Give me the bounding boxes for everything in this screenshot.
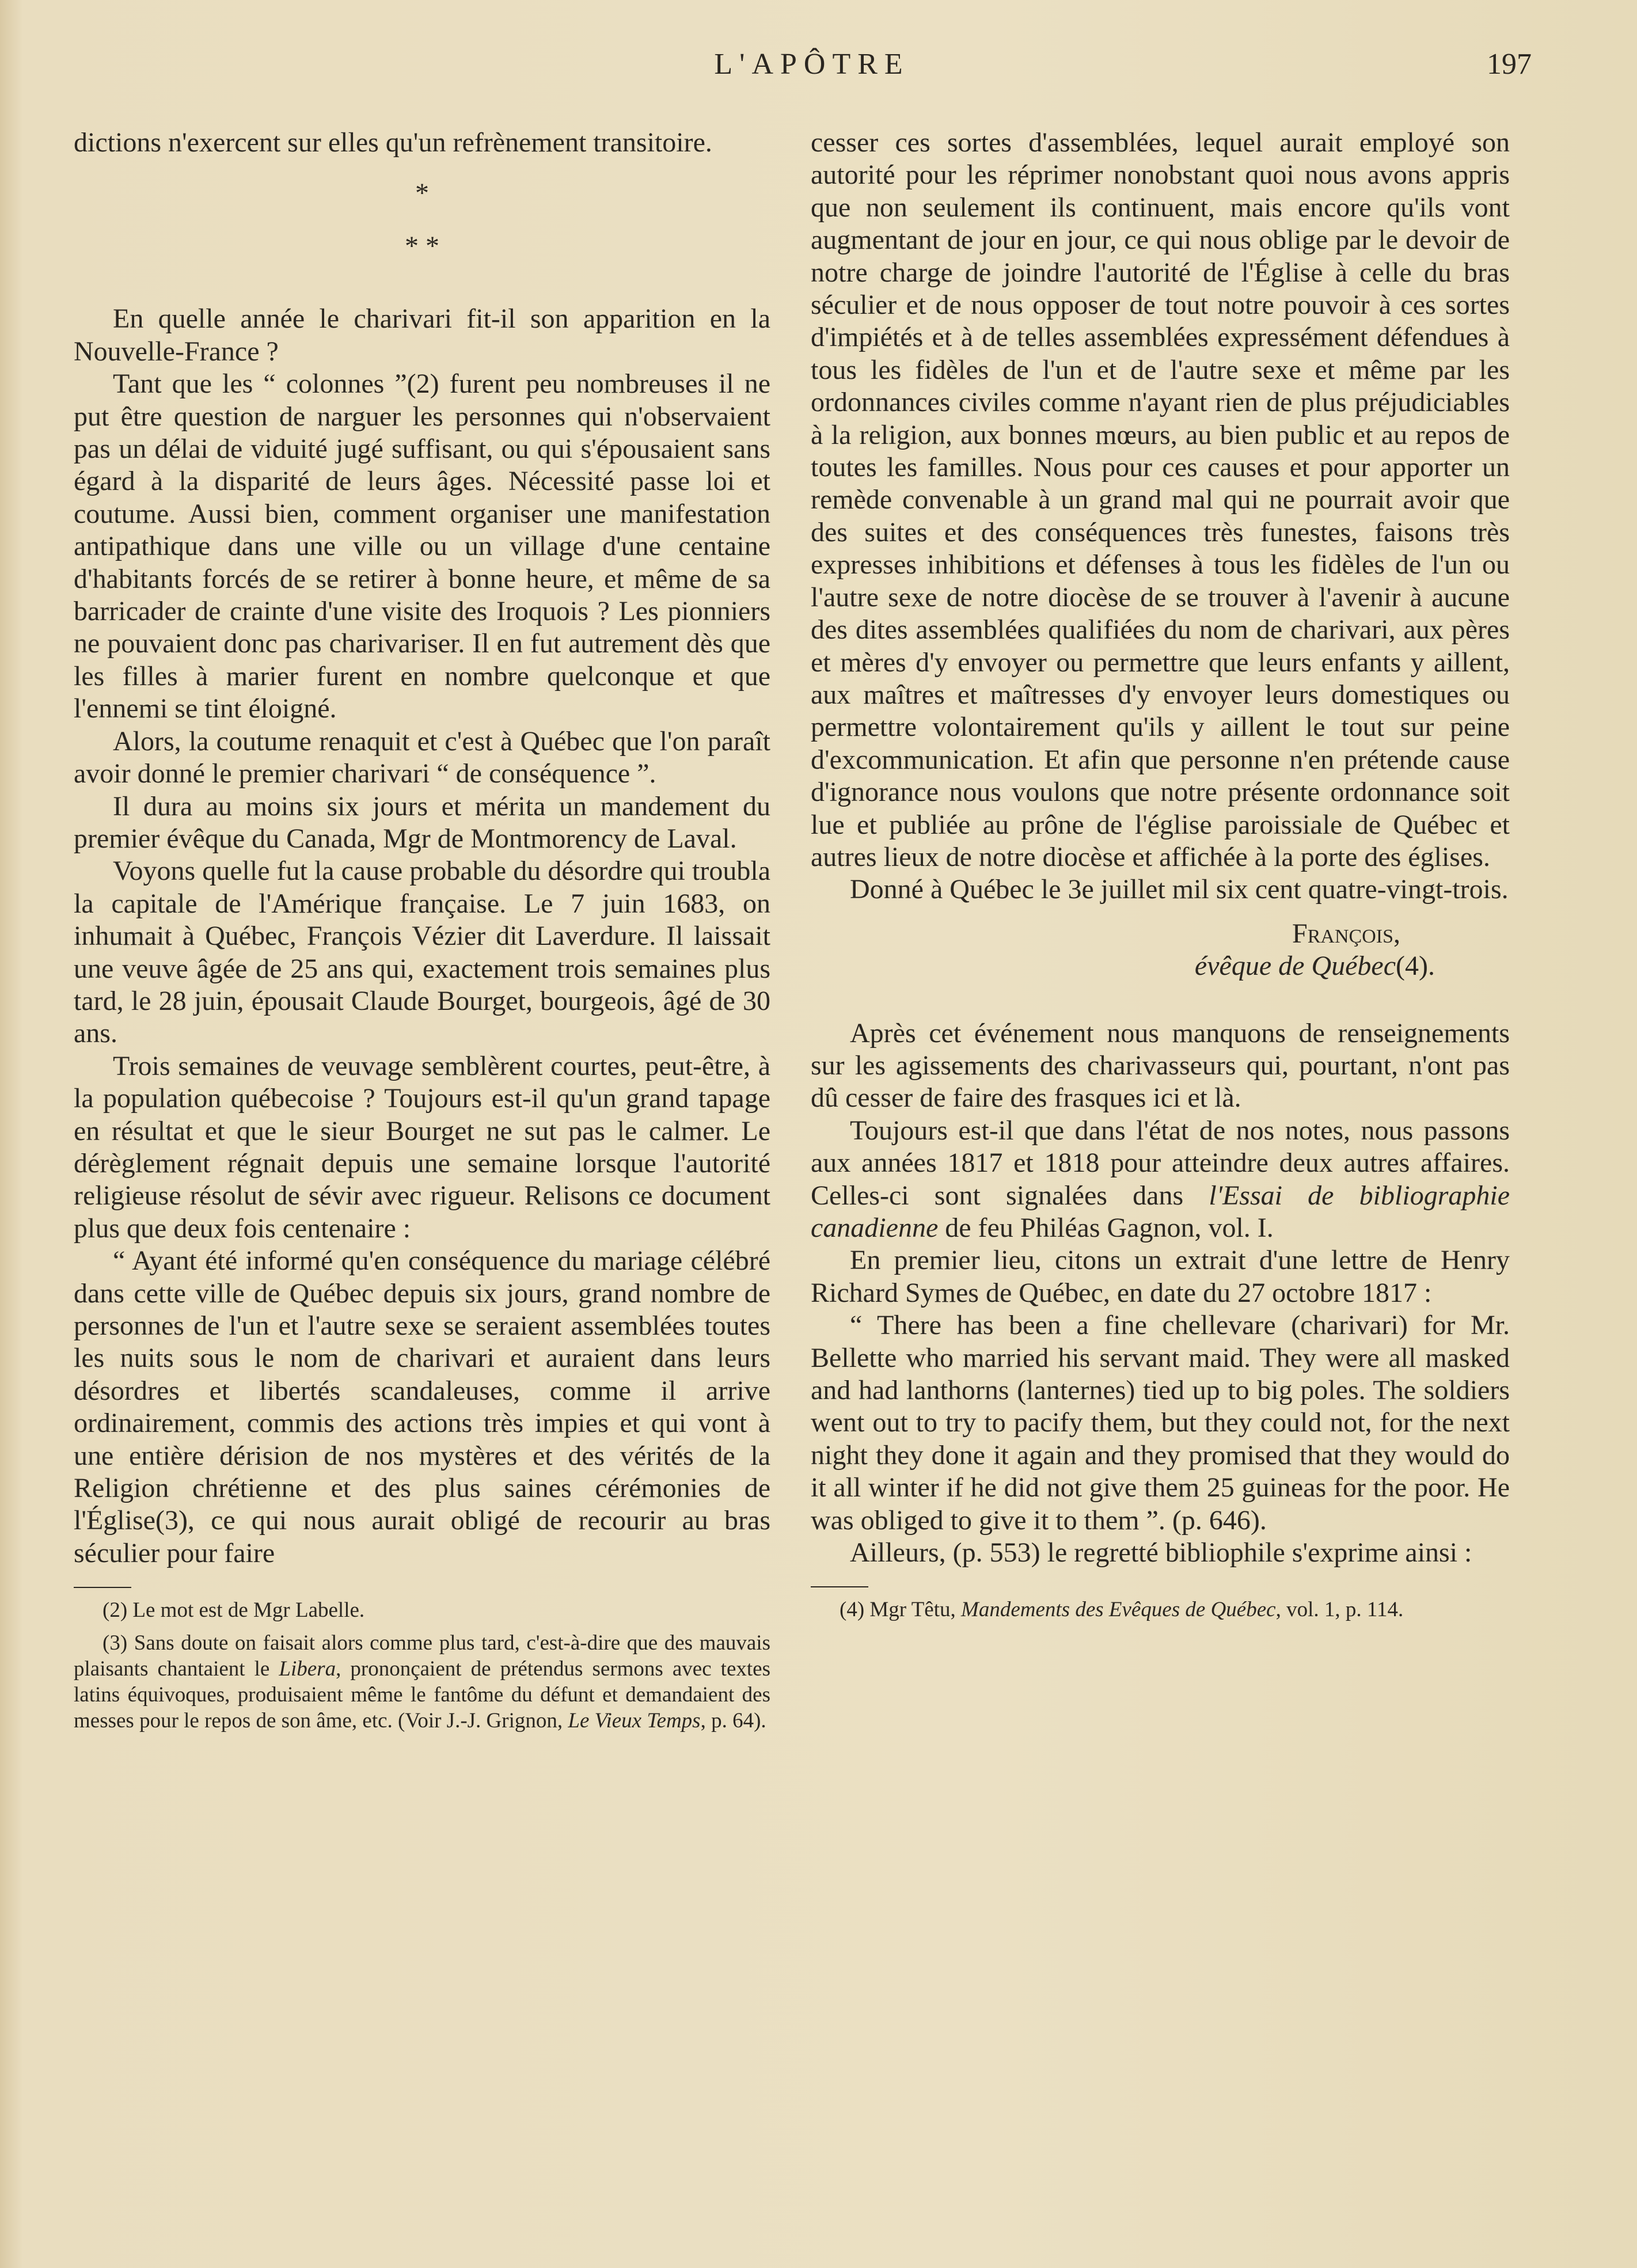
spacer [811, 983, 1510, 1017]
footnote-italic: Libera [279, 1657, 336, 1681]
right-column [811, 127, 1510, 1623]
book-title: l'Essai de bibliographie canadienne [811, 1180, 1510, 1243]
paragraph: dictions n'exercent sur elles qu'un refrènement transitoire. [74, 127, 712, 158]
paragraph: Après cet événement nous manquons de renseignements sur les agissements des charivasseurs qui, pourtant, n'ont pas dû cesser de faire des frasques ici et là. [811, 1017, 1510, 1114]
paragraph: Il dura au moins six jours et mérita un mandement du premier évêque du Canada, Mgr de Montmorency de Laval. [74, 791, 770, 854]
section-separator: * [415, 178, 429, 209]
footnote-italic: Le Vieux Temps [568, 1709, 701, 1733]
paragraph: En premier lieu, citons un extrait d'une lettre de Henry Richard Symes de Québec, en date du 27 octobre 1817 : [811, 1245, 1510, 1308]
footnote-text: (4) Mgr Têtu, [840, 1598, 961, 1622]
footnote-ref: (4). [1396, 951, 1435, 982]
footnotes-left [74, 1597, 770, 1734]
footnote-text: , vol. 1, p. 114. [1275, 1598, 1404, 1622]
paragraph [811, 1115, 1510, 1245]
footnote-2: (2) Le mot est de Mgr Labelle. [102, 1598, 365, 1623]
paragraph: Tant que les “ colonnes ”(2) furent peu nombreuses il ne put être question de narguer les personnes qui n'observaient pas un délai de viduité jugé suffisant, ou qui s'épousaient sans égard à la disparité de leurs âges. Nécessité passe loi et coutume. Aussi bien, comment organiser une manifestation antipathique dans une ville ou un village d'une centaine d'habitants forcés de se retirer à bonne heure, et même de sa barricader de crainte d'une visite des Iroquois ? Les pionniers ne pouvaient donc pas charivariser. Il en fut autrement dès que les filles à marier furent en nombre quelconque et que l'ennemi se tint éloigné. [74, 368, 770, 724]
footnote-text: , prononçaient de prétendus sermons avec textes latins équivoques, produisaient même le fantôme du défunt et demandaient des messes pour le repos de son âme, etc. (Voir J.-J. Grignon, [74, 1657, 770, 1733]
left-column [74, 127, 770, 1734]
paragraph: Voyons quelle fut la cause probable du désordre qui troubla la capitale de l'Amérique française. Le 7 juin 1683, on inhumait à Québec, François Vézier dit Laverdure. Il laissait une veuve âgée de 25 ans qui, exactement trois semaines plus tard, le 28 juin, épousait Claude Bourget, bourgeois, âgé de 30 ans. [74, 856, 770, 1049]
footnote-rule [74, 1587, 131, 1588]
signature-title-text: évêque de Québec [1194, 951, 1396, 982]
signature-title [811, 950, 1510, 982]
page-number: 197 [1487, 48, 1532, 81]
section-separator: * * [405, 231, 439, 262]
running-title: L'APÔTRE [714, 48, 910, 81]
paragraph-text: Toujours est-il que dans l'état de nos notes, nous passons aux années 1817 et 1818 pour atteindre deux autres affaires. Celles-ci sont signalées dans [811, 1115, 1510, 1211]
footnote-4 [811, 1597, 1510, 1623]
quoted-letter: “ There has been a fine chellevare (charivari) for Mr. Bellette who married his servant maid. They were all masked and had lanthorns (lanternes) tied up to big poles. The soldiers went out to try to pacify them, but they could not, for the next night they done it again and they promised that they would do it all winter if he did not give them 25 guineas for the poor. He was obliged to give it to them ”. (p. 646). [811, 1310, 1510, 1536]
paragraph-text: de feu Philéas Gagnon, vol. I. [938, 1213, 1274, 1243]
paragraph: Ailleurs, (p. 553) le regretté bibliophile s'exprime ainsi : [850, 1537, 1472, 1568]
paragraph: Donné à Québec le 3e juillet mil six cent quatre-vingt-trois. [850, 874, 1509, 905]
footnote-3 [74, 1630, 770, 1734]
footnote-italic: Mandements des Evêques de Québec [961, 1598, 1276, 1622]
footnote-rule [811, 1586, 868, 1587]
signature-name: François, [1292, 918, 1400, 949]
paragraph: En quelle année le charivari fit-il son apparition en la Nouvelle-France ? [74, 303, 770, 367]
paragraph: cesser ces sortes d'assemblées, lequel aurait employé son autorité pour les réprimer nonobstant quoi nous avons appris que non seulement ils continuent, mais encore qu'ils vont augmentant de jour en jour, ce qui nous oblige par le devoir de notre charge de joindre l'autorité de l'Église à celle du bras séculier et de nous opposer de tout notre pouvoir à ces sortes d'impiétés et à de telles assemblées expressément défendues à tous les fidèles de l'un et de l'autre sexe et même par les ordonnances civiles comme n'ayant rien de plus préjudiciables à la religion, aux bonnes mœurs, au bien public et au repos de toutes les familles. Nous pour ces causes et pour apporter un remède convenable à un grand mal qui ne pourrait avoir que des suites et des conséquences très funestes, faisons très expresses inhibitions et défenses à tous les fidèles de l'un ou l'autre sexe de notre diocèse de se trouver à l'avenir à aucune des dites assemblées qualifiées du nom de charivari, aux pères et mères d'y envoyer ou permettre que leurs enfants y aillent, aux maîtres et maîtresses d'y envoyer leurs domestiques ou permettre volontairement qu'ils y aillent le tout sur peine d'excommunication. Et afin que personne n'en prétende cause d'ignorance nous voulons que notre présente ordonnance soit lue et publiée au prône de l'église paroissiale de Québec et autres lieux de notre diocèse et affichée à la porte des églises. [811, 127, 1510, 872]
quoted-mandement: “ Ayant été informé qu'en conséquence du mariage célébré dans cette ville de Québec depuis six jours, grand nombre de personnes de l'un et l'autre sexe se seraient assemblées toutes les nuits sous le nom de charivari et auraient dans leurs désordres et libertés scandaleuses, comme il arrive ordinairement, commis des actions très impies et qui vont à une entière dérision de nos mystères et des vérités de la Religion chrétienne et des plus saines cérémonies de l'Église(3), ce qui nous aurait obligé de recourir au bras séculier pour faire [74, 1245, 770, 1568]
paragraph: Trois semaines de veuvage semblèrent courtes, peut-être, à la population québecoise ? Toujours est-il qu'un grand tapage en résultat et que le sieur Bourget ne sut pas le calmer. Le dérèglement régnait depuis une semaine lorsque l'autorité religieuse résolut de sévir avec rigueur. Relisons ce document plus que deux fois centenaire : [74, 1050, 770, 1244]
footnotes-right [811, 1597, 1510, 1623]
footnote-text: , p. 64). [700, 1709, 766, 1733]
footnote-text: (3) Sans doute on faisait alors comme plus tard, c'est-à-dire que des mauvais plaisants chantaient le [74, 1631, 770, 1681]
paragraph: Alors, la coutume renaquit et c'est à Québec que l'on paraît avoir donné le premier charivari “ de conséquence ”. [74, 725, 770, 789]
